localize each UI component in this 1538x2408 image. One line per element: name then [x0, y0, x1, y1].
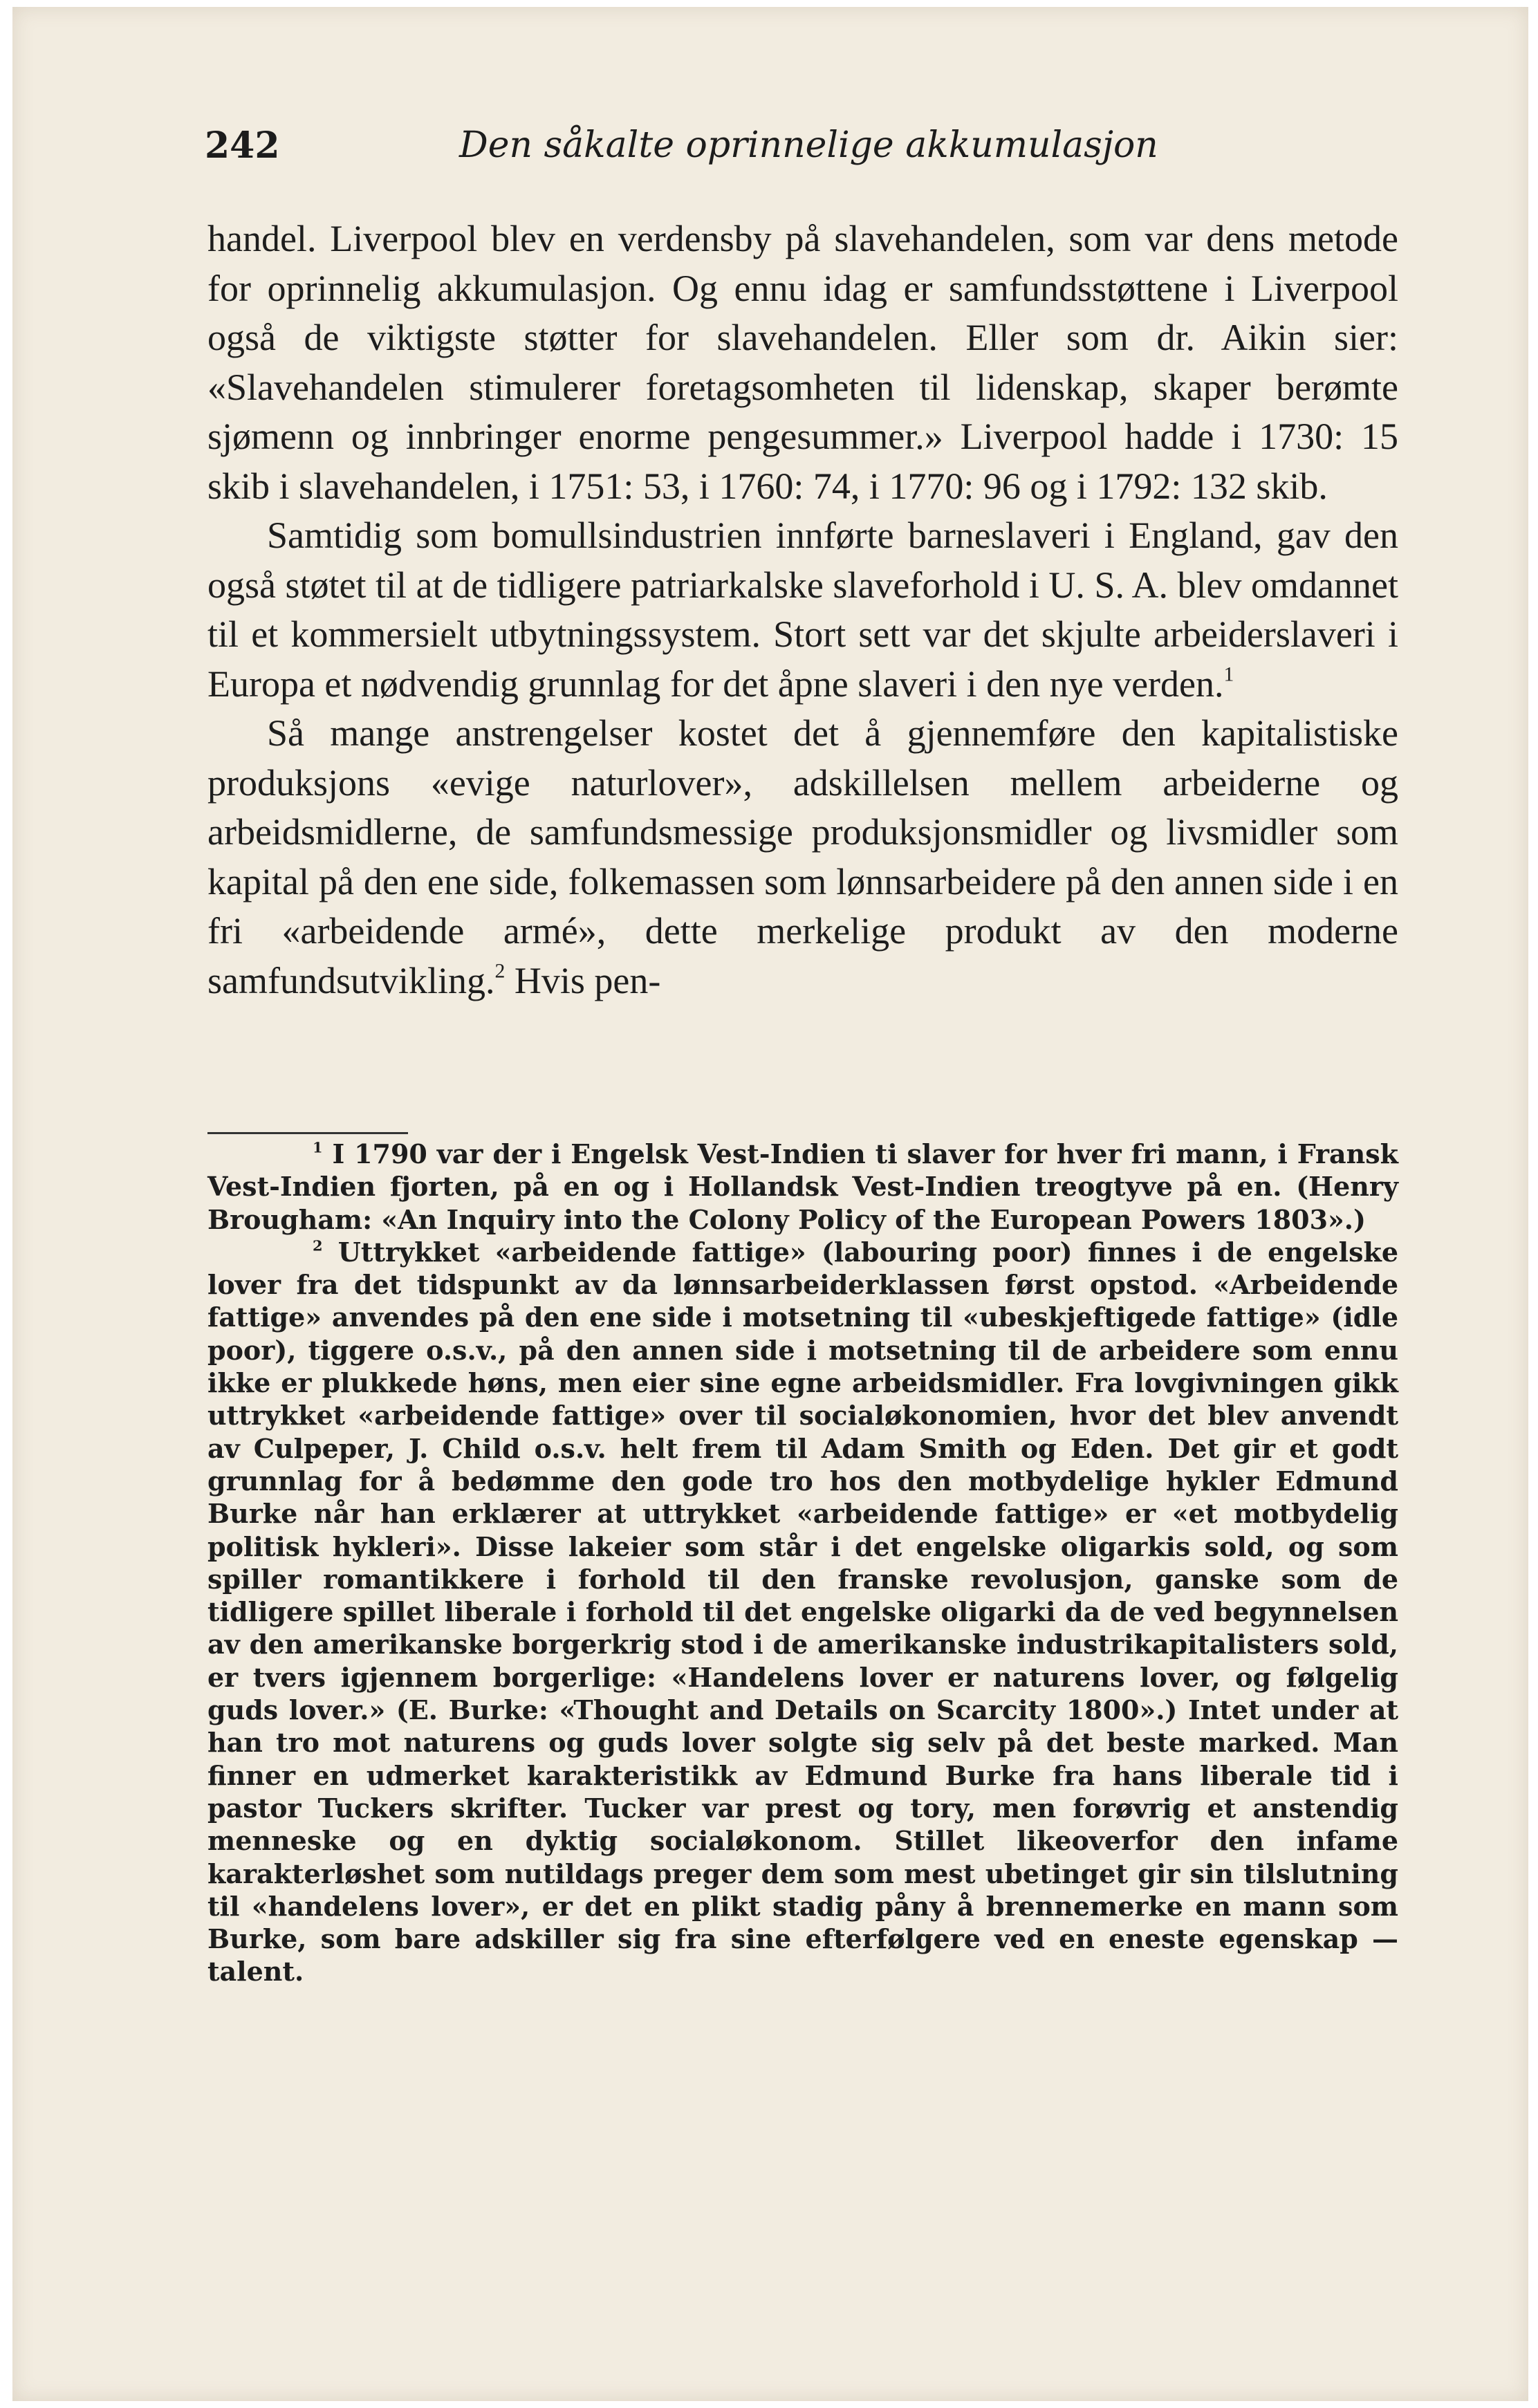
footnote-2 [207, 1236, 1398, 1988]
footnote-2-text: Uttrykket «arbeidende fattige» (labouring poor) finnes i de engelske lover fra det tidspunkt av da lønnsarbeiderklassen først opstod. «Arbeidende fattige» anvendes på den ene side i motsetning til «ubeskjeftigede fattige» (idle poor), tiggere o.s.v., på den annen side i motsetning til de arbeidere som ennu ikke er plukkede høns, men eier sine egne arbeidsmidler. Fra lovgivningen gikk uttrykket «arbeidende fattige» over til socialøkonomien, hvor det blev anvendt av Culpeper, J. Child o.s.v. helt frem til Adam Smith og Eden. Det gir et godt grunnlag for å bedømme den gode tro hos den motbydelige hykler Edmund Burke når han erklærer at uttrykket «arbeidende fattige» er «et motbydelig politisk hykleri». Disse lakeier som står i det engelske oligarkis sold, og som spiller romantikkere i forhold til den franske revolusjon, ganske som de tidligere spillet liberale i forhold til det engelske oligarki da de ved begynnelsen av den amerikanske borgerkrig stod i de amerikanske industrikapitalisters sold, er tvers igjennem borgerlige: «Handelens lover er naturens lover, og følgelig guds lover.» (E. Burke: «Thought and Details on Scarcity 1800».) Intet under at han tro mot naturens og guds lover solgte sig selv på det beste marked. Man finner en udmerket karakteristikk av Edmund Burke fra hans liberale tid i pastor Tuckers skrifter. Tucker var prest og tory, men forøvrig et anstendig menneske og en dyktig socialøkonom. Stillet likeoverfor den infame karakterløshet som nutildags preger dem som mest ubetinget gir sin tilslutning til «handelens lover», er det en plikt stadig påny å brennemerke en mann som Burke, som bare adskiller sig fra sine efterfølgere ved en eneste egenskap — talent. [207, 1236, 1399, 1988]
footnote-1 [207, 1138, 1398, 1236]
paragraph-1-text: handel. Liverpool blev en verdensby på slavehandelen, som var dens metode for oprinnelig akkumulasjon. Og ennu idag er samfundsstøttene i Liverpool også de viktigste støtter for slavehandelen. Eller som dr. Aikin sier: «Slavehandelen stimulerer foretagsomheten til lidenskap, skaper berømte sjømenn og innbringer enorme pengesummer.» Liverpool hadde i 1730: 15 skib i slavehandelen, i 1751: 53, i 1760: 74, i 1770: 96 og i 1792: 132 skib. [207, 218, 1398, 507]
footnote-ref-2: 2 [494, 960, 506, 983]
paragraph-2-text: Samtidig som bomullsindustrien innførte barneslaveri i England, gav den også støtet til at de tidligere patriarkalske slaveforhold i U. S. A. blev omdannet til et kommersielt utbytningssystem. Stort sett var det skjulte arbeiderslaveri i Europa et nødvendig grunnlag for det åpne slaveri i den nye verden. [207, 515, 1398, 705]
paragraph-3 [207, 709, 1398, 1006]
footnotes [207, 1138, 1398, 1988]
footnote-ref-1: 1 [1223, 663, 1234, 686]
main-text [207, 214, 1398, 1006]
page-number: 242 [205, 124, 280, 167]
footnote-marker-1: 1 [313, 1138, 323, 1156]
footnote-divider [207, 1132, 408, 1134]
paragraph-2 [207, 511, 1398, 709]
book-page [12, 7, 1528, 2401]
page-header [205, 124, 1158, 167]
paragraph-3-tail: Hvis pen- [505, 959, 661, 1001]
paragraph-1 [207, 214, 1398, 511]
running-title: Den såkalte oprinnelige akkumulasjon [459, 124, 1158, 166]
paragraph-3-text: Så mange anstrengelser kostet det å gjennemføre den kapitalistiske produksjons «evige naturlover», adskillelsen mellem arbeiderne og arbeidsmidlerne, de samfundsmessige produksjonsmidler og livsmidler som kapital på den ene side, folkemassen som lønnsarbeidere på den annen side i en fri «arbeidende armé», dette merkelige produkt av den moderne samfundsutvikling. [207, 712, 1398, 1001]
footnote-1-text: I 1790 var der i Engelsk Vest-Indien ti slaver for hver fri mann, i Fransk Vest-Indien fjorten, på en og i Hollandsk Vest-Indien treogtyve på en. (Henry Brougham: «An Inquiry into the Colony Policy of the European Powers 1803».) [207, 1138, 1399, 1235]
footnote-marker-2: 2 [313, 1237, 323, 1254]
